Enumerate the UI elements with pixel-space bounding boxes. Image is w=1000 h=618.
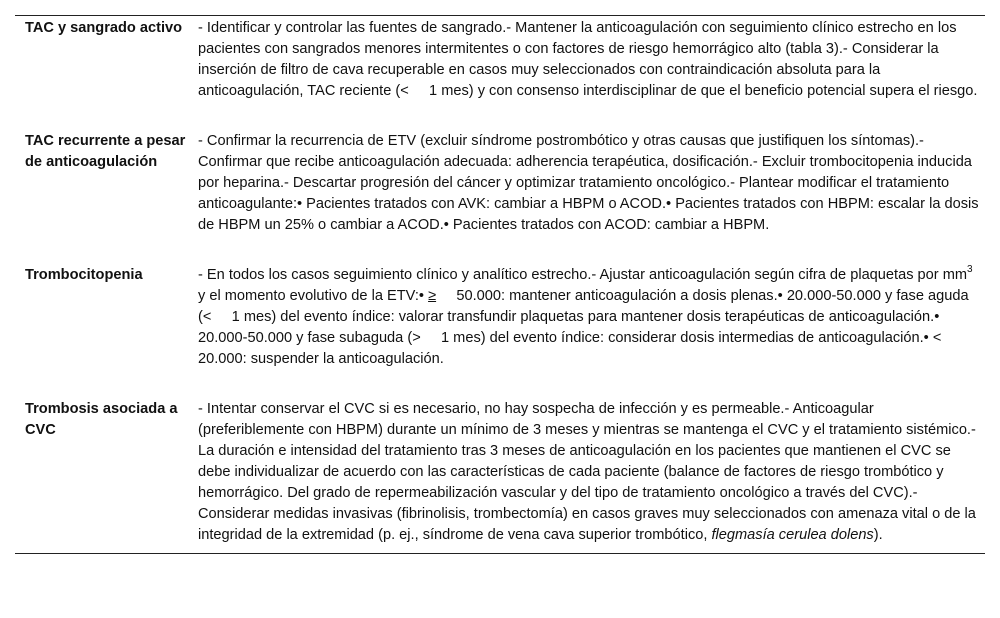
row-heading: TAC recurrente a pesar de anticoagulación [25, 133, 186, 170]
row-text-part: y el momento evolutivo de la ETV:• [198, 288, 429, 304]
row-text-part: - Intentar conservar el CVC si es necesario, no hay sospecha de infección y es permeable.- Anticoagular (preferiblemente con HBPM) durante un mínimo de 3 meses y mientras se mantenga el CVC y el tratamiento sistémico.- La duración e intensidad del tratamiento tras 3 meses de anticoagulación en los pacientes que mantienen el CVC se debe individualizar de acuerdo con las características de cada paciente (balance de factores de riesgo trombótico y hemorrágico. Del grado de repermeabilización vascular y del tipo de tratamiento oncológico a través del CVC).- Considerar medidas invasivas (fibrinolisis, trombectomía) en casos graves muy seleccionados con amenaza vital o de la integridad de la extremidad (p. ej., síndrome de vena cava superior trombótico, [198, 401, 976, 543]
table-row [15, 16, 985, 127]
row-text-part: - En todos los casos seguimiento clínico y analítico estrecho.- Ajustar anticoagulación según cifra de plaquetas por mm [198, 267, 968, 283]
table-row [15, 127, 985, 261]
row-text: - Identificar y controlar las fuentes de sangrado.- Mantener la anticoagulación con seguimiento clínico estrecho en los pacientes con sangrados menores intermitentes o con factores de riesgo hemorrágico alto (tabla 3).- Considerar la inserción de filtro de cava recuperable en casos muy seleccionados con contraindicación absoluta para la anticoagulación, TAC reciente (< 1 mes) y con consenso interdisciplinar de que el beneficio potencial supera el riesgo. [198, 20, 978, 99]
row-text [198, 261, 985, 395]
row-text-part: 50.000: mantener anticoagulación a dosis plenas.• 20.000-50.000 y fase aguda (< 1 mes) del evento índice: valorar transfundir plaquetas para mantener dosis terapéuticas de anticoagulación.• 20.000-50.000 y fase subaguda (> 1 mes) del evento índice: considerar dosis intermedias de anticoagulación.• < 20.000: suspender la anticoagulación. [198, 288, 969, 367]
italic-term: flegmasía cerulea dolens [711, 527, 874, 543]
row-text-part: ). [873, 527, 883, 543]
greater-equal-symbol: ≥ [428, 288, 437, 304]
table-row [15, 261, 985, 395]
recommendations-table [15, 15, 985, 554]
row-text [198, 395, 985, 553]
table-row [15, 395, 985, 553]
row-heading: Trombocitopenia [25, 267, 143, 283]
row-heading: Trombosis asociada a CVC [25, 401, 178, 438]
row-text: - Confirmar la recurrencia de ETV (excluir síndrome postrombótico y otras causas que justifiquen los síntomas).- Confirmar que recibe anticoagulación adecuada: adherencia terapéutica, dosificación.- Excluir trombocitopenia inducida por heparina.- Descartar progresión del cáncer y optimizar tratamiento oncológico.- Plantear modificar el tratamiento anticoagulante:• Pacientes tratados con AVK: cambiar a HBPM o ACOD.• Pacientes tratados con HBPM: escalar la dosis de HBPM un 25% o cambiar a ACOD.• Pacientes tratados con ACOD: cambiar a HBPM. [198, 133, 979, 233]
superscript: 3 [967, 264, 973, 276]
row-heading: TAC y sangrado activo [25, 20, 183, 36]
